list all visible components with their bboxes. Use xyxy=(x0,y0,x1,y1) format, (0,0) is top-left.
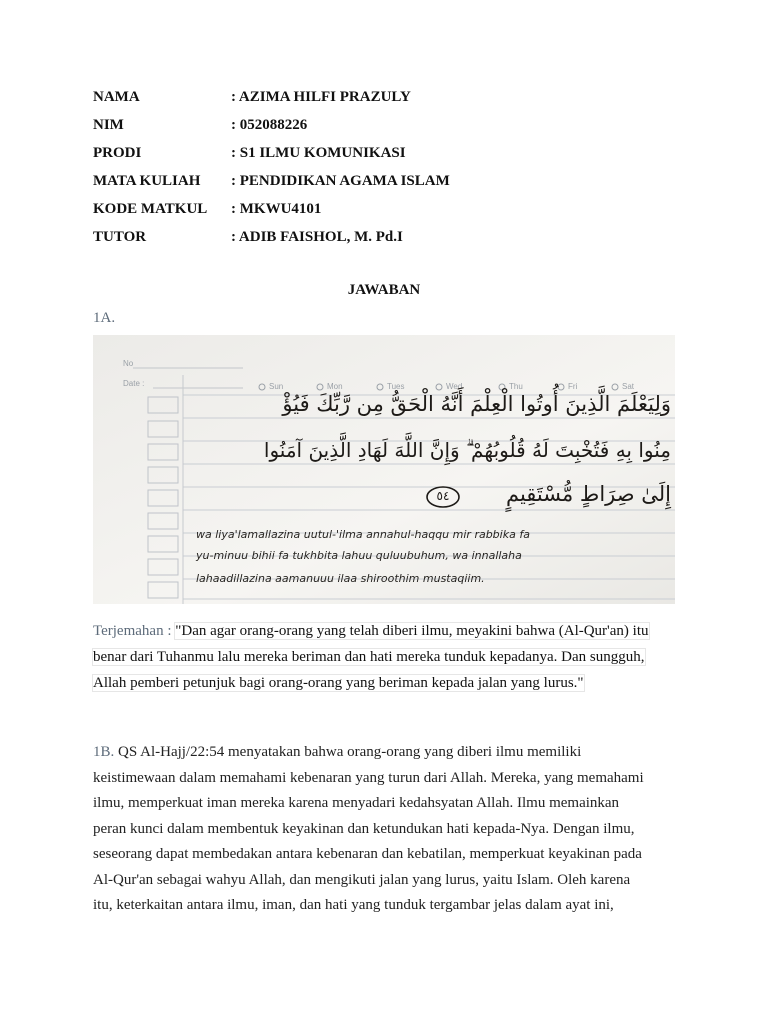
info-label: NIM xyxy=(93,117,124,133)
paragraph-line: Al-Qur'an sebagai wahyu Allah, dan mengikuti jalan yang lurus, yaitu Islam. Oleh karena xyxy=(93,871,631,888)
info-value: : S1 ILMU KOMUNIKASI xyxy=(231,145,406,161)
verse-number: ٥٤ xyxy=(436,489,450,503)
info-label: KODE MATKUL xyxy=(93,201,208,217)
arabic-verse-line-3: إِلَىٰ صِرَاطٍ مُّسْتَقِيمٍ xyxy=(505,482,671,506)
translation-text: benar dari Tuhanmu lalu mereka beriman dan hati mereka tunduk kepadanya. Dan sungguh, xyxy=(93,649,645,665)
arabic-verse-line-1: وَلِيَعْلَمَ الَّذِينَ أُوتُوا الْعِلْمَ أَنَّهُ الْحَقُّ مِن رَّبِّكَ فَيُؤْ xyxy=(282,392,671,416)
translation-block xyxy=(93,618,683,696)
day-label-mon: Mon xyxy=(327,382,343,391)
answer-1b-paragraph xyxy=(93,740,683,919)
info-value: : AZIMA HILFI PRAZULY xyxy=(231,89,411,105)
info-value: : MKWU4101 xyxy=(231,201,322,217)
info-label: TUTOR xyxy=(93,229,147,245)
paragraph-line: keistimewaan dalam memahami kebenaran yang turun dari Allah. Mereka, yang memahami xyxy=(93,769,644,786)
paragraph-text: QS Al-Hajj/22:54 menyatakan bahwa orang-orang yang diberi ilmu memiliki xyxy=(114,744,582,760)
paragraph-line: peran kunci dalam membentuk keyakinan dan ketundukan hati kepada-Nya. Dengan ilmu, xyxy=(93,820,635,837)
translation-text: Allah pemberi petunjuk bagi orang-orang yang beriman kepada jalan yang lurus." xyxy=(93,675,584,691)
transliteration-line-1: wa liya'lamallazina uutul-'ilma annahul-haqqu mir rabbika fa xyxy=(196,528,530,541)
question-label-1b: 1B. xyxy=(93,744,115,760)
notebook-no-label: No xyxy=(123,359,134,368)
info-value: : 052088226 xyxy=(231,117,308,133)
info-value: : ADIB FAISHOL, M. Pd.I xyxy=(231,229,403,245)
notebook-date-label: Date : xyxy=(123,379,145,388)
translation-line xyxy=(93,618,683,644)
paragraph-line xyxy=(93,740,683,766)
day-label-wed: Wed xyxy=(446,382,463,391)
day-label-tues: Tues xyxy=(387,382,405,391)
translation-label: Terjemahan : xyxy=(93,623,172,639)
transliteration-line-3: lahaadillazina aamanuuu ilaa shiroothim mustaqiim. xyxy=(196,572,485,585)
day-label-sun: Sun xyxy=(269,382,284,391)
translation-line xyxy=(93,670,683,696)
info-label: MATA KULIAH xyxy=(93,173,201,189)
arabic-verse-line-2: مِنُوا بِهِ فَتُخْبِتَ لَهُ قُلُوبُهُمْ ۗ وَإِنَّ اللَّهَ لَهَادِ الَّذِينَ آمَنُوا xyxy=(263,438,671,462)
handwritten-notebook-photo xyxy=(93,335,675,604)
question-label-1a: 1A. xyxy=(93,310,116,326)
translation-text: "Dan agar orang-orang yang telah diberi ilmu, meyakini bahwa (Al-Qur'an) itu xyxy=(175,623,649,639)
paragraph-line: ilmu, memperkuat iman mereka karena menyadari kedahsyatan Allah. Ilmu memainkan xyxy=(93,795,620,811)
translation-line xyxy=(93,644,683,670)
page-title: JAWABAN xyxy=(347,282,421,298)
info-label: PRODI xyxy=(93,145,142,161)
paragraph-line: itu, keterkaitan antara ilmu, iman, dan hati yang tunduk tergambar jelas dalam ayat ini, xyxy=(93,897,614,913)
paragraph-line: seseorang dapat membedakan antara kebenaran dan kebatilan, memperkuat keyakinan pada xyxy=(93,846,642,862)
info-label: NAMA xyxy=(93,89,140,105)
info-value: : PENDIDIKAN AGAMA ISLAM xyxy=(231,173,450,189)
day-label-fri: Fri xyxy=(568,382,578,391)
transliteration-line-2: yu-minuu bihii fa tukhbita lahuu quluubuhum, wa innallaha xyxy=(196,549,522,562)
day-label-sat: Sat xyxy=(622,382,635,391)
day-label-thu: Thu xyxy=(509,382,523,391)
